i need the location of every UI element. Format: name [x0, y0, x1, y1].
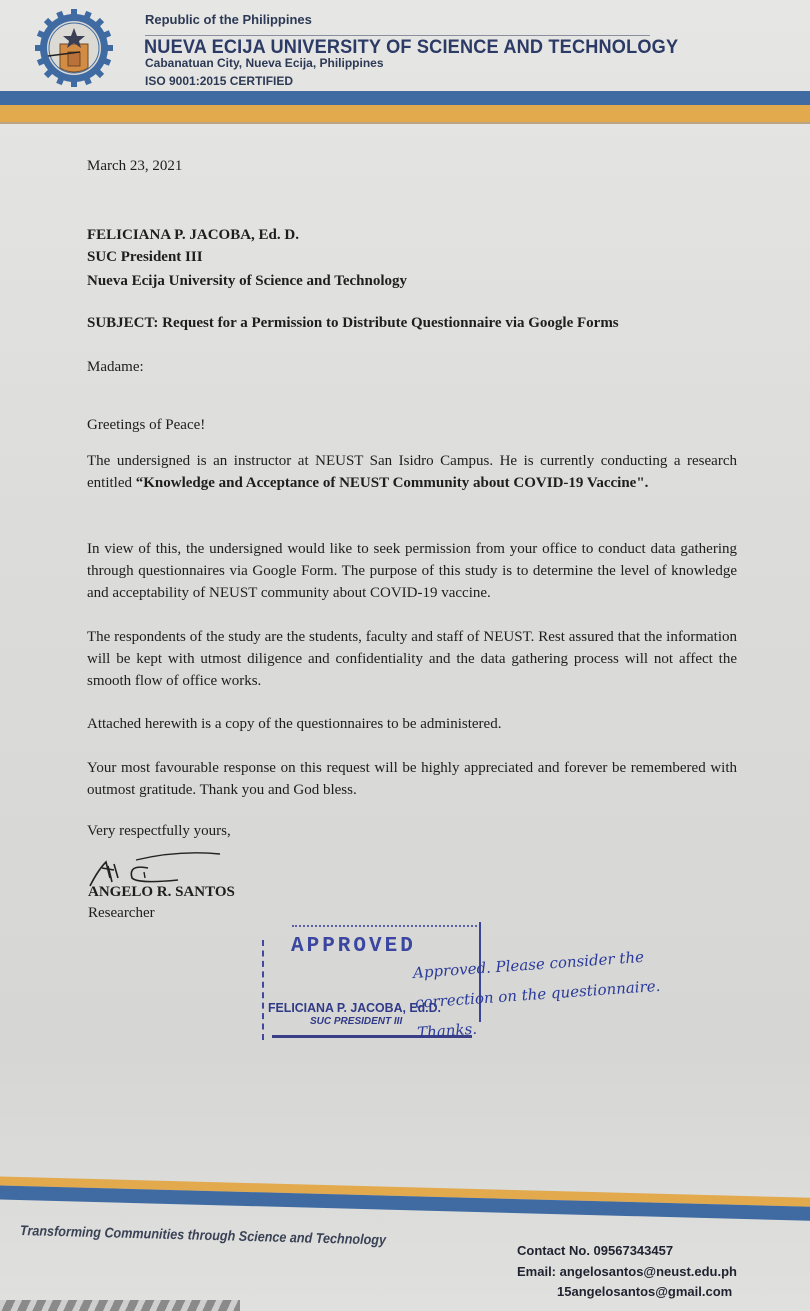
republic-label: Republic of the Philippines [145, 12, 312, 27]
paragraph-respondents: The respondents of the study are the students, faculty and staff of NEUST. Rest assured that the information will be kept with utmost diligence and confidentiality and the data gathering process will not affect the smooth flow of office works. [87, 629, 737, 689]
header-band-shadow [0, 122, 810, 124]
stamp-approved-label: APPROVED [291, 935, 416, 958]
paragraph-attachment: Attached herewith is a copy of the questionnaires to be administered. [87, 716, 502, 732]
footer-motto: Transforming Communities through Science and Technology [19, 1222, 387, 1248]
recipient-position: SUC President III [87, 249, 203, 265]
complimentary-close: Very respectfully yours, [87, 823, 231, 839]
signatory-name: ANGELO R. SANTOS [88, 884, 235, 900]
subject-text: Request for a Permission to Distribute Questionnaire via Google Forms [162, 315, 619, 331]
paragraph-research-lead: The undersigned is an instructor at NEUST San Isidro Campus. He is currently conducting a research entitled [87, 453, 737, 491]
greeting: Greetings of Peace! [87, 417, 206, 433]
footer-email: Email: angelosantos@neust.edu.ph [517, 1264, 737, 1279]
letter-date: March 23, 2021 [87, 158, 183, 174]
research-title: “Knowledge and Acceptance of NEUST Community about COVID-19 Vaccine". [135, 475, 649, 491]
stamp-approver-name: FELICIANA P. JACOBA, Ed.D. [268, 1000, 441, 1015]
header-band-blue [0, 91, 810, 105]
stamp-top-border [292, 925, 477, 928]
subject-line [87, 312, 619, 334]
paragraph-permission: In view of this, the undersigned would like to seek permission from your office to conduct data gathering through questionnaires via Google Form. The purpose of this study is to determine the level of knowledge and acceptability of NEUST community about COVID-19 vaccine. [87, 541, 737, 601]
stamp-left-border [262, 940, 264, 1040]
background-texture [0, 1300, 240, 1311]
iso-certification: ISO 9001:2015 CERTIFIED [145, 74, 294, 88]
footer-email-secondary: 15angelosantos@gmail.com [557, 1284, 733, 1299]
subject-label: SUBJECT: [87, 315, 159, 331]
university-seal-icon [34, 8, 114, 88]
recipient-institution: Nueva Ecija University of Science and Technology [87, 273, 408, 289]
university-address: Cabanatuan City, Nueva Ecija, Philippines [145, 56, 384, 70]
salutation: Madame: [87, 359, 144, 375]
handwritten-approval-note: Approved. Please consider the correction on the questionnaire. Thanks. [412, 947, 661, 1042]
paragraph-closing-request: Your most favourable response on this request will be highly appreciated and forever be remembered with outmost gratitude. Thank you and God bless. [87, 760, 737, 798]
recipient-name: FELICIANA P. JACOBA, Ed. D. [87, 227, 299, 243]
signatory-title: Researcher [88, 905, 155, 921]
background-surface [0, 1300, 240, 1311]
footer-contact-number: Contact No. 09567343457 [517, 1243, 674, 1258]
header-band-gold [0, 105, 810, 122]
university-name: NUEVA ECIJA UNIVERSITY OF SCIENCE AND TECHNOLOGY [144, 36, 679, 58]
paragraph-research [87, 450, 737, 494]
stamp-approver-title: SUC PRESIDENT III [310, 1016, 403, 1027]
